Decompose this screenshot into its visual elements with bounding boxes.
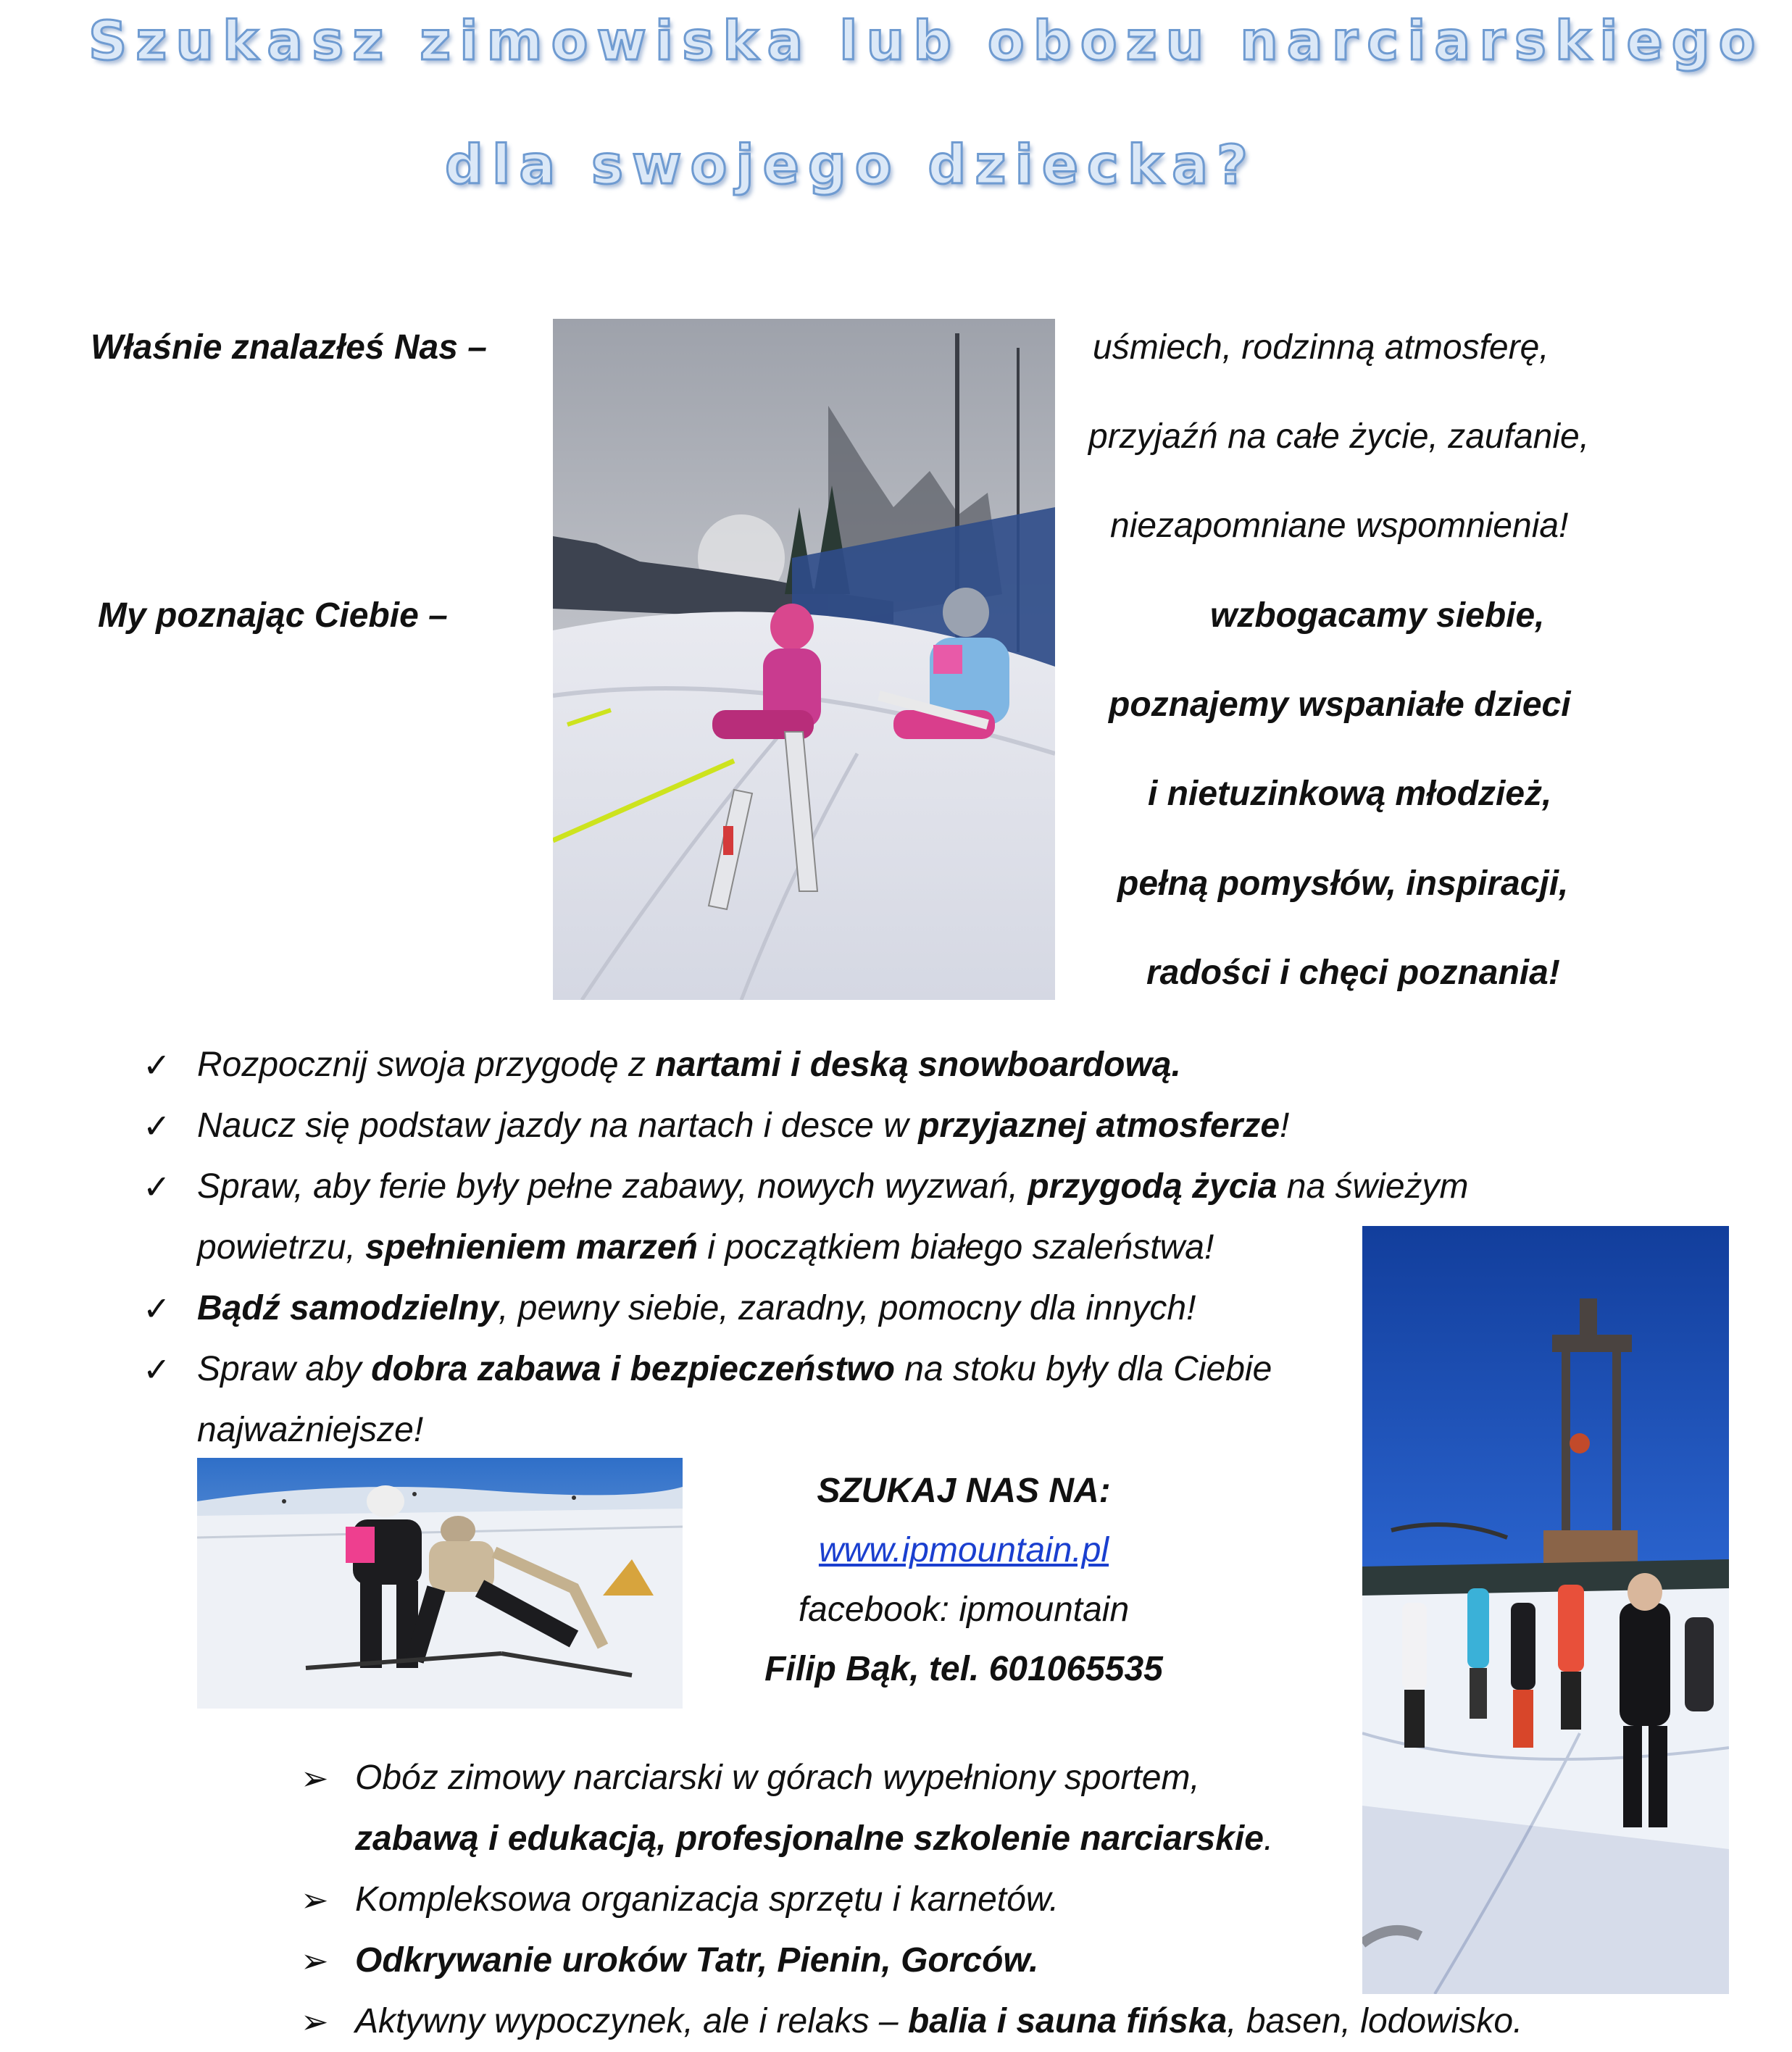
- checklist-item: ✓ Naucz się podstaw jazdy na nartach i desce w przyjaznej atmosferze!: [197, 1096, 1469, 1156]
- intro-right-line-3: niezapomniane wspomnienia!: [1110, 506, 1569, 545]
- title-line-2: dla swojego dziecka?: [445, 134, 1257, 196]
- contact-heading: SZUKAJ NAS NA:: [817, 1472, 1111, 1510]
- offer-item: ➢ Kompleksowa organizacja sprzętu i karnetów.: [355, 1869, 1522, 1930]
- check-icon: ✓: [143, 1107, 171, 1145]
- checklist-item: ✓ Bądź samodzielny, pewny siebie, zaradny, pomocny dla innych!: [197, 1278, 1469, 1339]
- arrow-bullet-icon: ➢: [301, 2003, 329, 2040]
- arrow-bullet-icon: ➢: [301, 1881, 329, 1919]
- benefits-checklist: [143, 1035, 1469, 1461]
- ski-photo-kids-sitting: [553, 319, 1055, 1000]
- intro-right-line-6: i nietuzinkową młodzież,: [1148, 775, 1552, 813]
- arrow-bullet-icon: ➢: [301, 1759, 329, 1797]
- intro-left-1: Właśnie znalazłeś Nas –: [91, 328, 487, 367]
- intro-right-line-8: radości i chęci poznania!: [1146, 954, 1560, 992]
- checklist-item: ✓ Spraw aby dobra zabawa i bezpieczeństwo na stoku były dla Ciebie: [197, 1339, 1469, 1400]
- website-link[interactable]: www.ipmountain.pl: [818, 1531, 1109, 1569]
- website-row: [652, 1530, 1275, 1570]
- intro-right-line-5: poznajemy wspaniałe dzieci: [1109, 685, 1571, 724]
- phone-contact: Filip Bąk, tel. 601065535: [764, 1650, 1163, 1688]
- offer-item: ➢ Odkrywanie uroków Tatr, Pienin, Gorców.: [355, 1930, 1522, 1991]
- title-line-1: Szukasz zimowiska lub obozu narciarskiego: [88, 10, 1764, 72]
- ski-photo-stretching: [197, 1458, 683, 1709]
- offer-list: [301, 1748, 1523, 2052]
- facebook-text: facebook: ipmountain: [798, 1590, 1130, 1629]
- arrow-bullet-icon: ➢: [301, 1942, 329, 1980]
- checklist-item-continued: najważniejsze!: [197, 1411, 424, 1449]
- check-icon: ✓: [143, 1290, 171, 1327]
- checklist-item: ✓ Rozpocznij swoja przygodę z nartami i deską snowboardową.: [197, 1035, 1469, 1096]
- intro-right-line-1: uśmiech, rodzinną atmosferę,: [1093, 328, 1549, 367]
- checklist-item-continued: powietrzu, spełnieniem marzeń i początkiem białego szaleństwa!: [197, 1228, 1214, 1267]
- check-icon: ✓: [143, 1351, 171, 1388]
- check-icon: ✓: [143, 1168, 171, 1206]
- offer-item: ➢ Obóz zimowy narciarski w górach wypełniony sportem,: [355, 1748, 1522, 1809]
- offer-item: ➢ Aktywny wypoczynek, ale i relaks – balia i sauna fińska, basen, lodowisko.: [355, 1991, 1522, 2052]
- offer-item-continued: zabawą i edukacją, profesjonalne szkolenie narciarskie.: [355, 1819, 1274, 1858]
- intro-right-line-2: przyjaźń na całe życie, zaufanie,: [1088, 417, 1590, 456]
- intro-left-2: My poznając Ciebie –: [98, 596, 448, 635]
- intro-right-line-7: pełną pomysłów, inspiracji,: [1117, 864, 1569, 903]
- checklist-item: ✓ Spraw, aby ferie były pełne zabawy, nowych wyzwań, przygodą życia na świeżym: [197, 1156, 1469, 1217]
- intro-right-line-4: wzbogacamy siebie,: [1210, 596, 1545, 635]
- check-icon: ✓: [143, 1046, 171, 1084]
